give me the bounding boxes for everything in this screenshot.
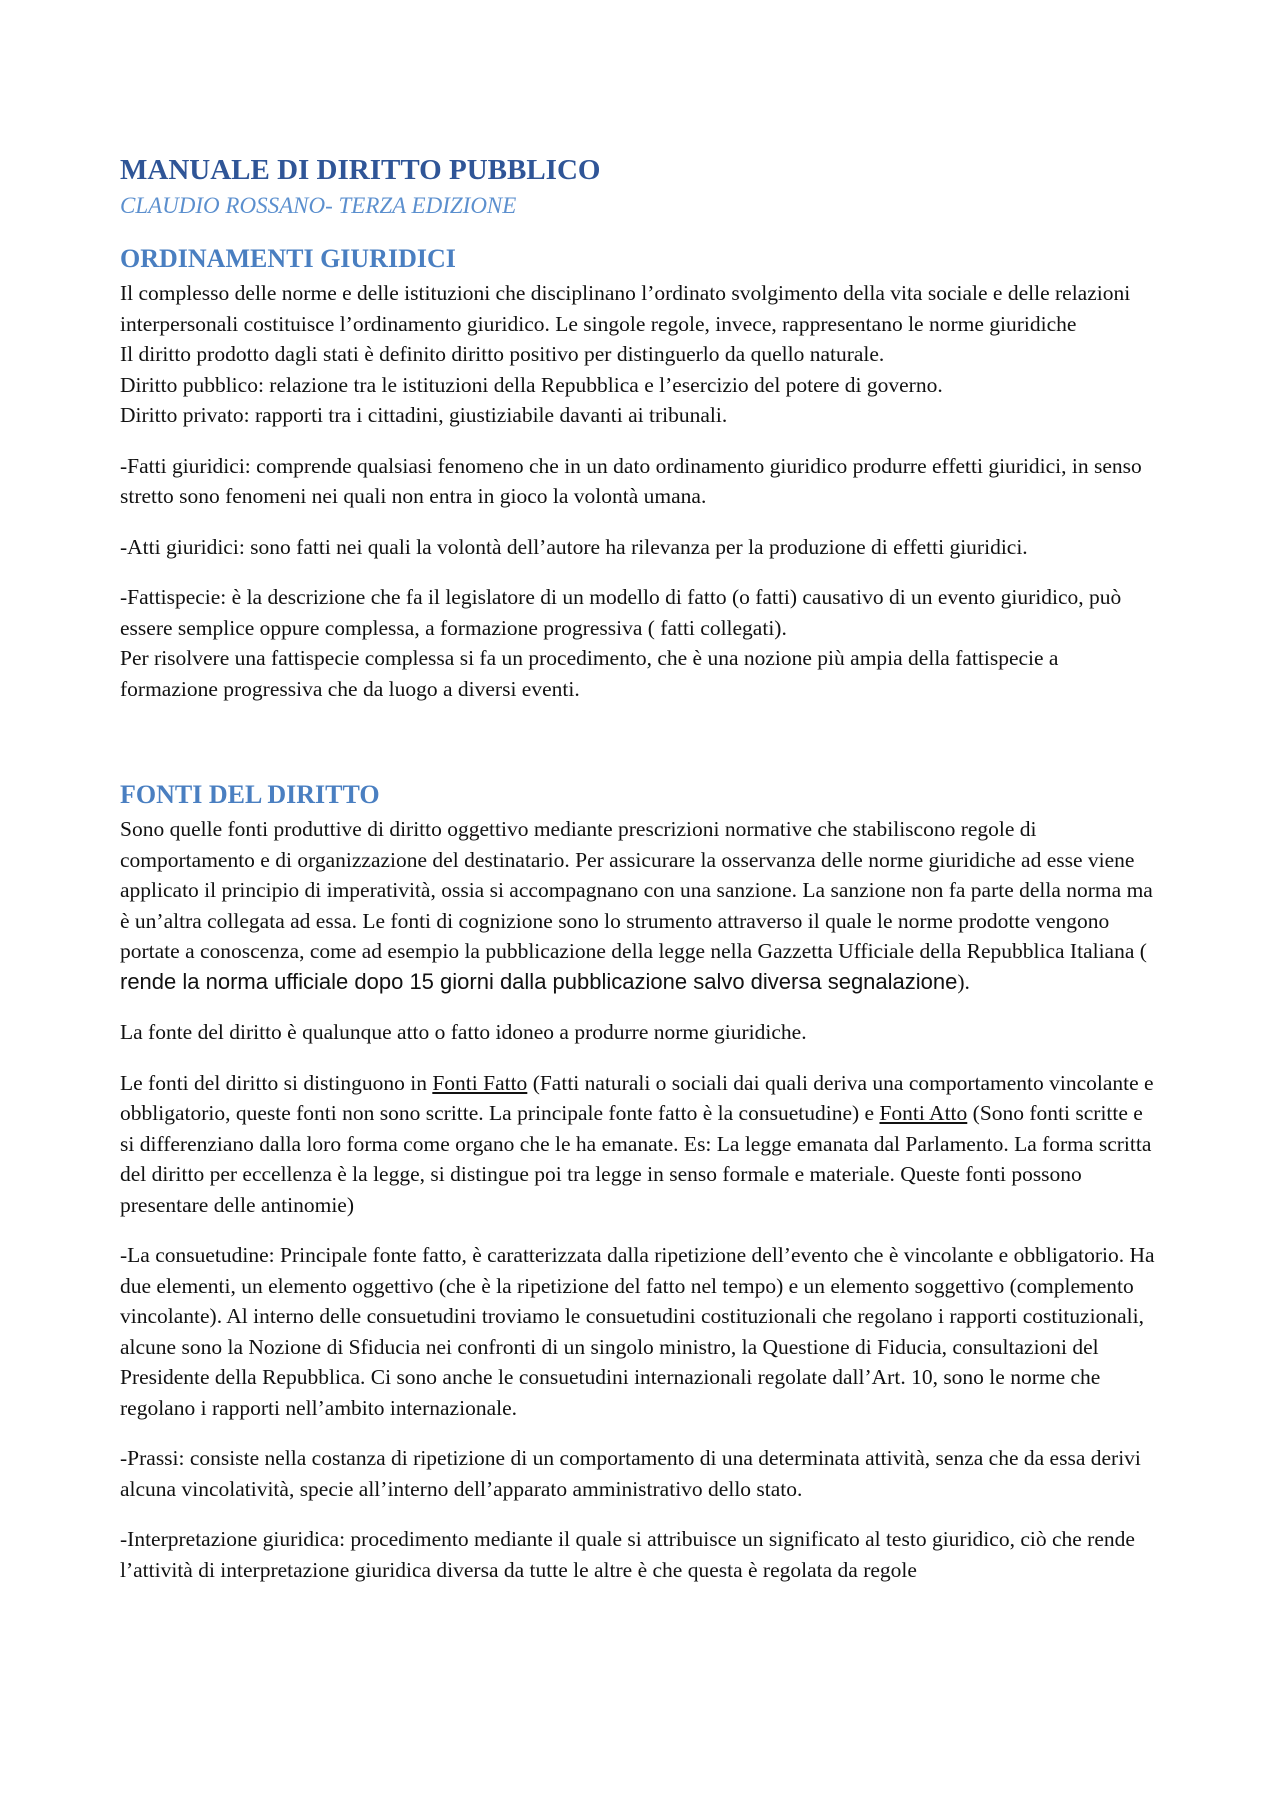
paragraph-text: ).	[957, 969, 970, 994]
paragraph-text: Le fonti del diritto si distinguono in	[120, 1070, 433, 1095]
paragraph-text: (Sono fonti scritte e si differenziano dalla loro forma come organo che le ha emanate. Es: La legge emanata dal Parlamento. La forma scritta del diritto per eccellenza è la legge, si distingue poi tra legge in senso formale e materiale. Queste fonti possono presentare delle antinomie)	[120, 1101, 1152, 1217]
paragraph: Diritto privato: rapporti tra i cittadini, giustiziabile davanti ai tribunali.	[120, 403, 728, 427]
section-heading-fonti: FONTI DEL DIRITTO	[120, 780, 380, 809]
paragraph: La fonte del diritto è qualunque atto o fatto idoneo a produrre norme giuridiche.	[120, 1020, 807, 1044]
paragraph: Diritto pubblico: relazione tra le istituzioni della Repubblica e l’esercizio del potere di governo.	[120, 372, 943, 397]
paragraph: Il complesso delle norme e delle istituzioni che disciplinano l’ordinato svolgimento della vita sociale e delle relazioni interpersonali costituisce l’ordinamento giuridico. Le singole regole, invece, rappresentano le norme giuridiche	[120, 281, 1131, 336]
paragraph: Il diritto prodotto dagli stati è definito diritto positivo per distinguerlo da quello naturale.	[120, 342, 885, 366]
paragraph: -Fattispecie: è la descrizione che fa il legislatore di un modello di fatto (o fatti) causativo di un evento giuridico, può essere semplice oppure complessa, a formazione progressiva ( fatti collegati).	[120, 585, 1122, 640]
paragraph	[120, 1068, 1160, 1221]
paragraph: Per risolvere una fattispecie complessa si fa un procedimento, che è una nozione più ampia della fattispecie a formazione progressiva che da luogo a diversi eventi.	[120, 646, 1059, 701]
paragraph: -La consuetudine: Principale fonte fatto, è caratterizzata dalla ripetizione dell’evento che è vincolante e obbligatorio. Ha due elementi, un elemento oggettivo (che è la ripetizione del fatto nel tempo) e un elemento soggettivo (complemento vincolante). Al interno delle consuetudini troviamo le consuetudini costituzionali che regolano i rapporti costituzionali, alcune sono la Nozione di Sfiducia nei confronti di un singolo ministro, la Questione di Fiducia, consultazioni del Presidente della Repubblica. Ci sono anche le consuetudini internazionali regolate dall’Art. 10, sono le norme che regolano i rapporti nell’ambito internazionale.	[120, 1243, 1155, 1420]
underlined-term-fonti-atto: Fonti Atto	[879, 1101, 968, 1125]
paragraph-text: Sono quelle fonti produttive di diritto oggettivo mediante prescrizioni normative che stabiliscono regole di comportamento e di organizzazione del destinatario. Per assicurare la osservanza delle norme giuridiche ad esse viene applicato il principio di imperatività, ossia si accompagnano con una sanzione. La sanzione non fa parte della norma ma è un’altra collegata ad essa.	[120, 817, 1153, 933]
paragraph-text: Le fonti di cognizione sono lo strumento attraverso il quale le norme prodotte vengono portate a conoscenza, come ad esempio la pubblicazione della legge nella Gazzetta Ufficiale della Repubblica Italiana (	[120, 908, 1147, 963]
paragraph: -Atti giuridici: sono fatti nei quali la volontà dell’autore ha rilevanza per la produzione di effetti giuridici.	[120, 534, 1028, 559]
document-subtitle: CLAUDIO ROSSANO- TERZA EDIZIONE	[120, 193, 517, 218]
section-heading-ordinamenti: ORDINAMENTI GIURIDICI	[120, 244, 456, 273]
underlined-term-fonti-fatto: Fonti Fatto	[432, 1070, 528, 1095]
paragraph	[120, 814, 1160, 997]
paragraph-text: (Fatti naturali o sociali dai quali deriva una comportamento vincolante e obbligatorio, queste fonti non sono scritte. La principale fonte fatto è la consuetudine) e	[120, 1070, 1154, 1125]
paragraph-text-sans: rende la norma ufficiale dopo 15 giorni dalla pubblicazione salvo diversa segnalazione	[120, 968, 958, 994]
paragraph: -Prassi: consiste nella costanza di ripetizione di un comportamento di una determinata attività, senza che da essa derivi alcuna vincolatività, specie all’interno dell’apparato amministrativo dello stato.	[120, 1446, 1141, 1501]
document-title: MANUALE DI DIRITTO PUBBLICO	[120, 154, 601, 186]
paragraph: -Interpretazione giuridica: procedimento mediante il quale si attribuisce un significato al testo giuridico, ciò che rende l’attività di interpretazione giuridica diversa da tutte le altre è che questa è regolata da regole	[120, 1527, 1135, 1582]
paragraph: -Fatti giuridici: comprende qualsiasi fenomeno che in un dato ordinamento giuridico produrre effetti giuridici, in senso stretto sono fenomeni nei quali non entra in gioco la volontà umana.	[120, 453, 1142, 508]
